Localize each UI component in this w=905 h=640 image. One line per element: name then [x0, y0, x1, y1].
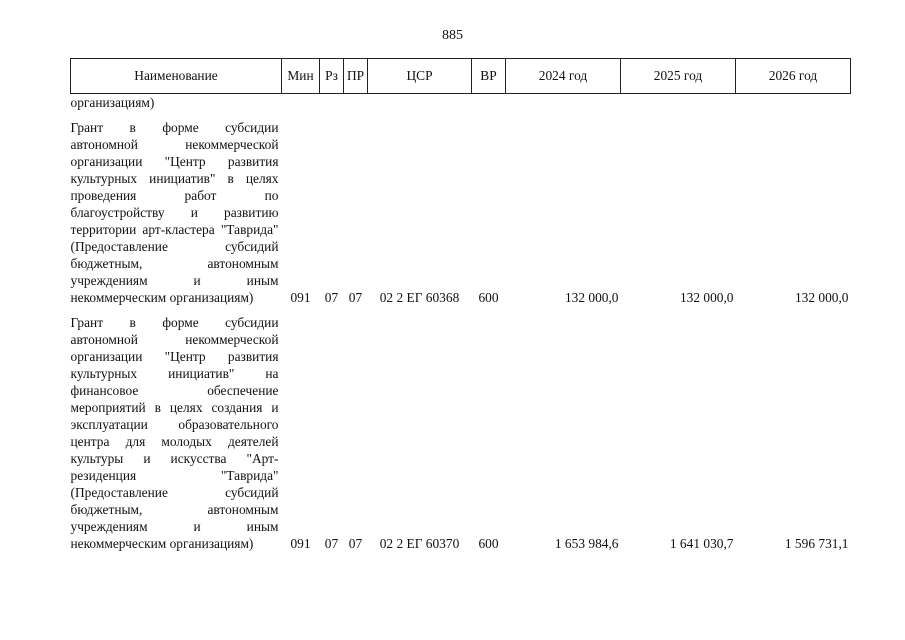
budget-table [70, 58, 851, 552]
header-min: Мин [282, 59, 320, 94]
row-csr: 02 2 ЕГ 60368 [379, 290, 460, 305]
row-rz: 07 [324, 536, 339, 551]
table-header [71, 59, 851, 94]
row-2025: 1 641 030,7 [669, 536, 734, 551]
table-row-continuation [71, 94, 851, 112]
row-pr: 07 [348, 290, 363, 305]
row-2026: 132 000,0 [794, 290, 849, 305]
header-2025: 2025 год [621, 59, 736, 94]
row-min: 091 [290, 536, 311, 551]
header-row [71, 59, 851, 94]
row-vr: 600 [478, 290, 499, 305]
row-csr: 02 2 ЕГ 60370 [379, 536, 460, 551]
header-rz: Рз [320, 59, 344, 94]
row-pr: 07 [348, 536, 363, 551]
header-pr: ПР [344, 59, 368, 94]
row-2024: 132 000,0 [564, 290, 619, 305]
row-rz: 07 [324, 290, 339, 305]
page-number: 885 [442, 28, 463, 43]
row-name-continuation: организациям) [70, 95, 155, 110]
header-vr: ВР [472, 59, 506, 94]
header-2024: 2024 год [506, 59, 621, 94]
header-name: Наименование [71, 59, 282, 94]
row-name: Грант в форме субсидии автономной некоммерческой организации "Центр развития культурных инициатив" в целях проведения работ по благоустройству и развитию территории арт-кластера "Таврида" (Предоставление субсидий бюджетным, автономным учреждениям и иным некоммерческим организациям) [70, 120, 279, 305]
row-2026: 1 596 731,1 [784, 536, 849, 551]
row-min: 091 [290, 290, 311, 305]
row-vr: 600 [478, 536, 499, 551]
table-row [71, 111, 851, 306]
row-name: Грант в форме субсидии автономной некоммерческой организации "Центр развития культурных инициатив" на финансовое обеспечение мероприятий в целях создания и эксплуатации образовательного центра для молодых деятелей культуры и искусства "Арт-резиденция "Таврида" (Предоставление субсидий бюджетным, автономным учреждениям и иным некоммерческим организациям) [70, 315, 279, 551]
row-2024: 1 653 984,6 [554, 536, 619, 551]
header-csr: ЦСР [368, 59, 472, 94]
table-body [71, 94, 851, 553]
header-2026: 2026 год [736, 59, 851, 94]
table-row [71, 306, 851, 552]
row-2025: 132 000,0 [679, 290, 734, 305]
